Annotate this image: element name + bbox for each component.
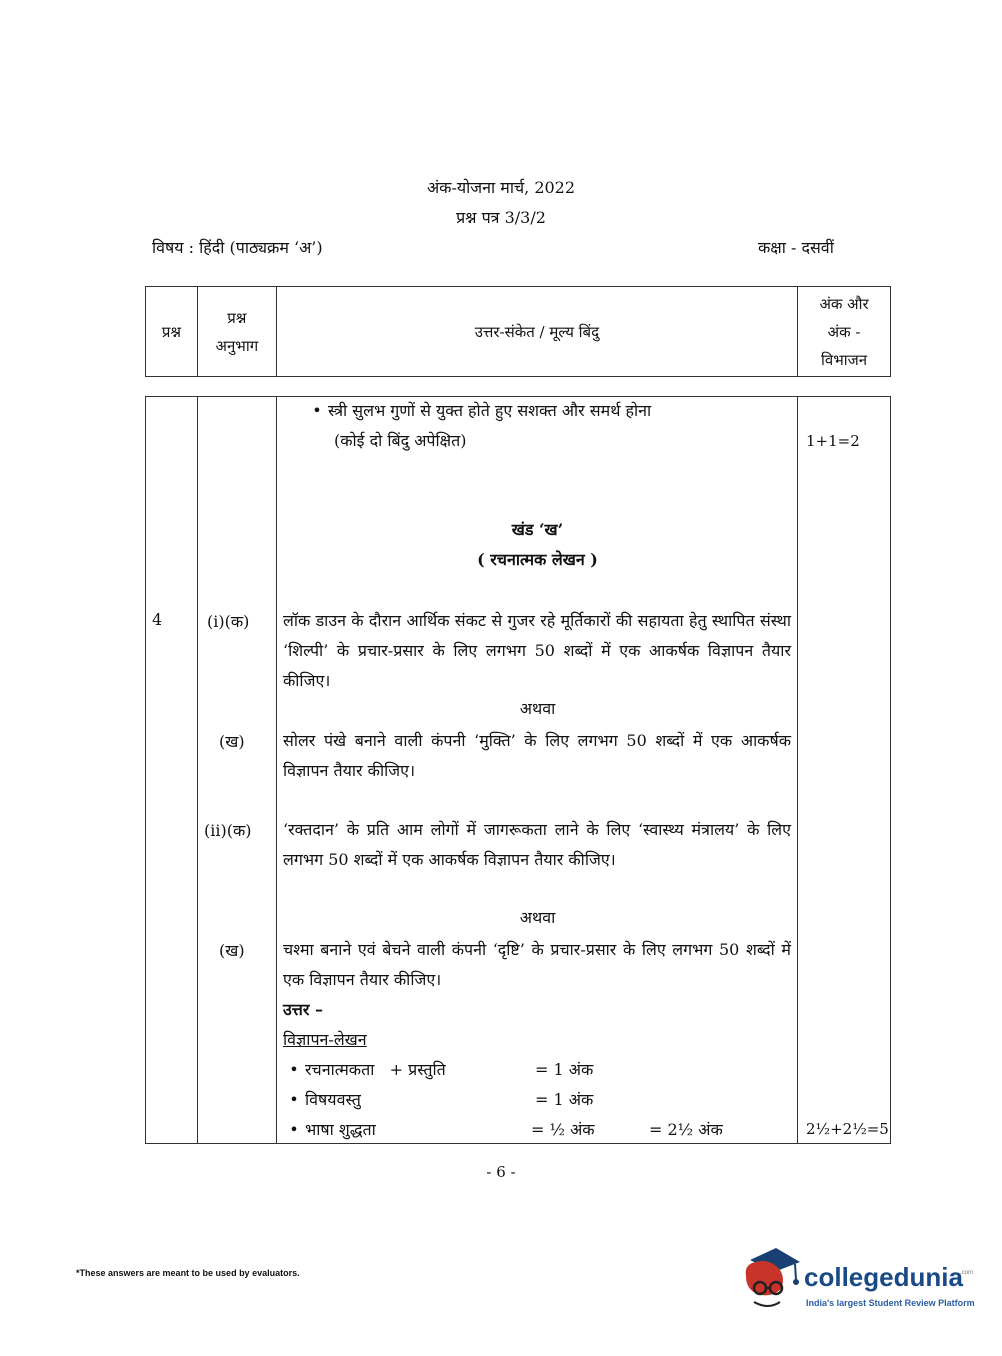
criteria-row: • रचनात्मकता + प्रस्तुति = 1 अंक (283, 1058, 793, 1080)
criteria-row: • विषयवस्तु = 1 अंक (283, 1088, 793, 1110)
logo-wordmark: collegedunia (804, 1262, 963, 1292)
bullet-item: • स्त्री सुलभ गुणों से युक्त होते हुए सशक्त और समर्थ होना (306, 396, 790, 426)
marks-value: 2½+2½=5 (806, 1120, 889, 1138)
marks-value: 1+1=2 (806, 432, 860, 450)
or-label: अथवा (519, 908, 556, 927)
criteria-row: • भाषा शुद्धता = ½ अंक = 2½ अंक (283, 1118, 793, 1140)
bullet-icon: • (289, 1120, 299, 1139)
answer-heading: विज्ञापन-लेखन (283, 1030, 367, 1049)
question-text: ‘रक्तदान’ के प्रति आम लोगों में जागरूकता लाने के लिए ‘स्वास्थ्य मंत्रालय’ के लिए लगभग 50 शब्दों में एक आकर्षक विज्ञापन तैयार कीजिए। (283, 820, 791, 869)
col-question-header: प्रश्न (146, 287, 198, 377)
part-label: (ख) (219, 941, 245, 960)
part-label: (ii)(क) (204, 821, 252, 840)
col-answer-header: उत्तर-संकेत / मूल्य बिंदु (276, 287, 797, 377)
section-title: खंड ‘ख’ (511, 520, 564, 539)
part-label: (ख) (219, 732, 245, 751)
paper-code: प्रश्न पत्र 3/3/2 (456, 208, 546, 227)
bullet-icon: • (289, 1090, 299, 1109)
criteria-total: = 2½ अंक (649, 1120, 723, 1139)
bullet-icon: • (312, 401, 322, 420)
col-marks-header: अंक और अंक - विभाजन (798, 287, 891, 377)
footer-note: *These answers are meant to be used by evaluators. (76, 1268, 300, 1278)
question-text: चश्मा बनाने एवं बेचने वाली कंपनी ‘दृष्टि’ के प्रचार-प्रसार के लिए लगभग 50 शब्दों में एक विज्ञापन तैयार कीजिए। (283, 940, 791, 989)
page-number: - 6 - (486, 1163, 516, 1181)
col-subpart-cell (197, 397, 276, 1144)
part-label: (i)(क) (207, 612, 250, 631)
col-question-cell (146, 397, 198, 1144)
logo-mascot-icon (740, 1246, 802, 1310)
answer-label: उत्तर – (283, 1000, 323, 1019)
logo-com: .com (960, 1270, 974, 1276)
or-label: अथवा (519, 699, 556, 718)
col-marks-cell (798, 397, 891, 1144)
bullet-icon: • (289, 1060, 299, 1079)
question-number: 4 (152, 610, 163, 629)
note-text: (कोई दो बिंदु अपेक्षित) (334, 431, 467, 450)
col-subpart-header: प्रश्न अनुभाग (197, 287, 276, 377)
section-subtitle: ( रचनात्मक लेखन ) (477, 550, 598, 569)
document-title: अंक-योजना मार्च, 2022 (426, 178, 576, 197)
table-header (145, 286, 891, 377)
subject-label: विषय : हिंदी (पाठ्यक्रम ‘अ’) (152, 238, 323, 257)
logo-tagline: India's largest Student Review Platform (806, 1298, 975, 1308)
question-text: सोलर पंखे बनाने वाली कंपनी ‘मुक्ति’ के लिए लगभग 50 शब्दों में एक आकर्षक विज्ञापन तैयार कीजिए। (283, 731, 791, 780)
class-label: कक्षा - दसवीं (758, 238, 834, 257)
question-text: लॉक डाउन के दौरान आर्थिक संकट से गुजर रहे मूर्तिकारों की सहायता हेतु स्थापित संस्था ‘शिल्पी’ के प्रचार-प्रसार के लिए लगभग 50 शब्दों में एक आकर्षक विज्ञापन तैयार कीजिए। (283, 611, 791, 690)
